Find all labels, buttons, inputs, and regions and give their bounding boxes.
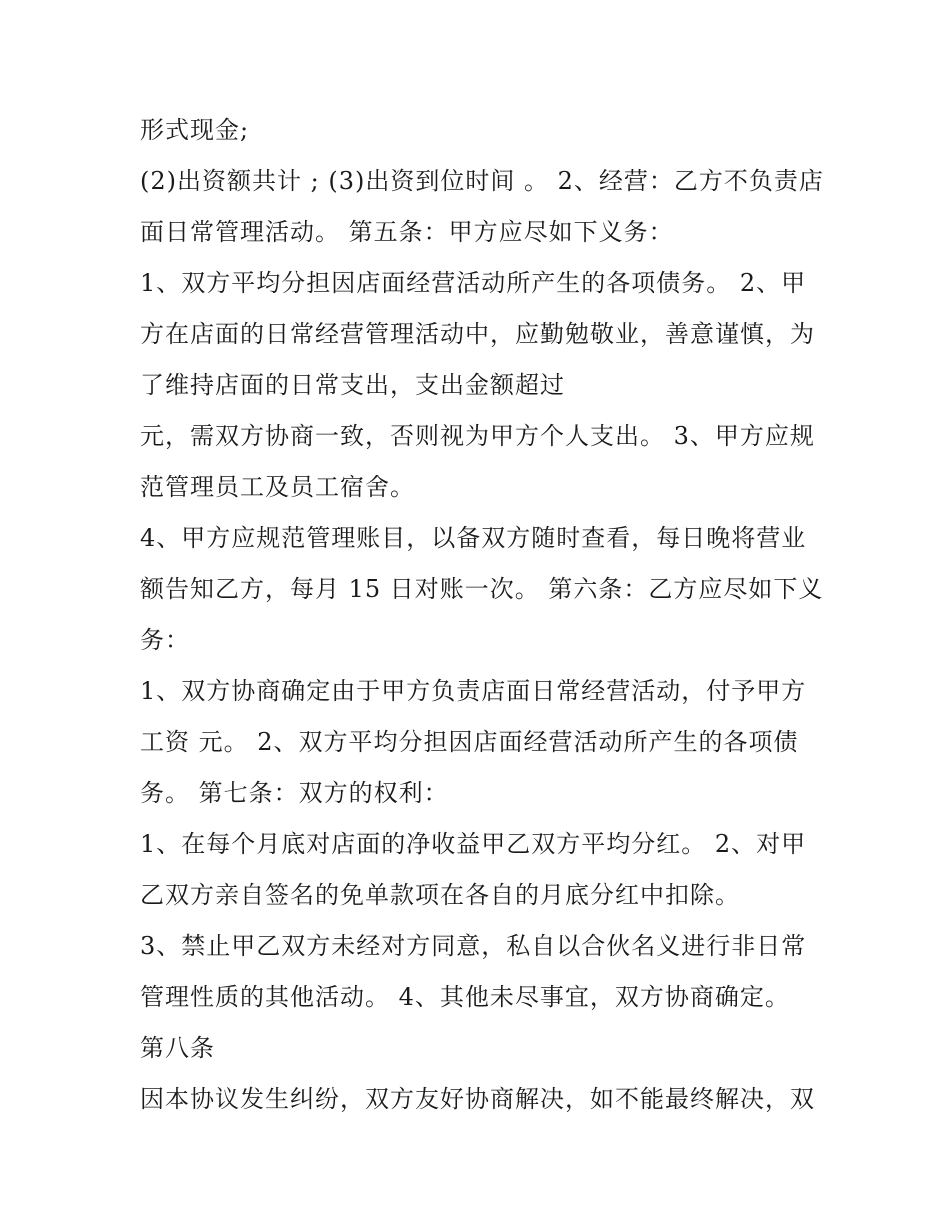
text-line: 范管理员工及员工宿舍。: [140, 473, 415, 501]
text-line: 管理性质的其他活动。 4、其他未尽事宜，双方协商确定。: [140, 983, 790, 1011]
text-line: 面日常管理活动。 第五条：甲方应尽如下义务：: [140, 218, 674, 246]
text-line: 乙双方亲自签名的免单款项在各自的月底分红中扣除。: [140, 881, 740, 909]
text-line: 务。 第七条：双方的权利：: [140, 779, 449, 807]
document-body: [140, 108, 830, 1128]
text-line: 额告知乙方，每月 15 日对账一次。 第六条：乙方应尽如下义: [140, 575, 824, 603]
text-line: 工资 元。 2、双方平均分担因店面经营活动所产生的各项债: [140, 728, 799, 756]
text-line: 了维持店面的日常支出，支出金额超过: [140, 371, 565, 399]
text-line: 元，需双方协商一致，否则视为甲方个人支出。 3、甲方应规: [140, 422, 815, 450]
text-line: 1、双方平均分担因店面经营活动所产生的各项债务。 2、甲: [140, 269, 807, 297]
text-line: 3、禁止甲乙双方未经对方同意，私自以合伙名义进行非日常: [140, 932, 807, 960]
text-line: 务：: [140, 626, 190, 654]
text-line: 4、甲方应规范管理账目，以备双方随时查看，每日晚将营业: [140, 524, 807, 552]
text-line: 1、在每个月底对店面的净收益甲乙双方平均分红。 2、对甲: [140, 830, 807, 858]
text-line: 形式现金;: [140, 116, 250, 144]
text-line: 方在店面的日常经营管理活动中，应勤勉敬业，善意谨慎，为: [140, 320, 815, 348]
section-heading: 第八条: [140, 1034, 215, 1062]
text-line: 因本协议发生纠纷，双方友好协商解决，如不能最终解决，双: [140, 1085, 815, 1113]
text-line: (2)出资额共计 ; (3)出资到位时间 。 2、经营：乙方不负责店: [140, 167, 824, 195]
text-line: 1、双方协商确定由于甲方负责店面日常经营活动，付予甲方: [140, 677, 807, 705]
